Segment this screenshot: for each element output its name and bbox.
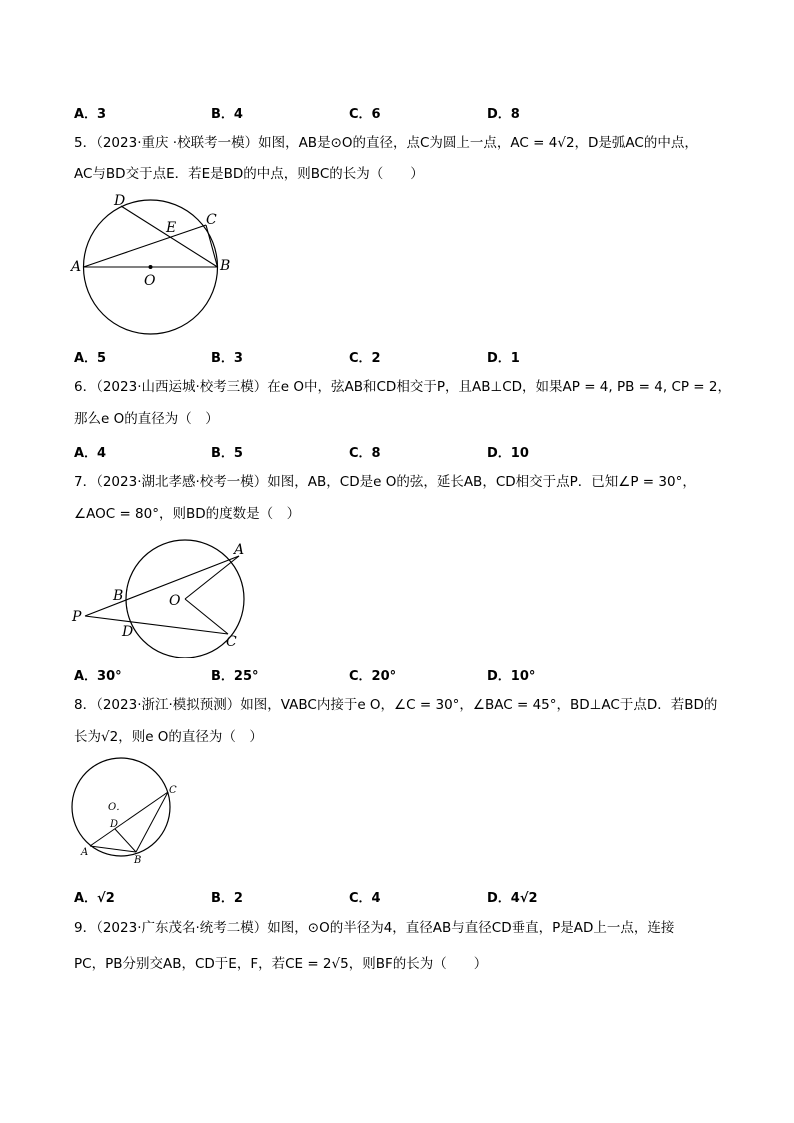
- q5-label-b: B: [220, 258, 231, 274]
- q8-side-bc: [136, 792, 168, 852]
- q7-label-d: D: [122, 624, 134, 640]
- q8-label-d: D: [110, 819, 119, 830]
- q8-option-b: B．2: [211, 891, 243, 906]
- q5-option-d: D．1: [487, 351, 520, 366]
- q6-option-d: D．10: [487, 446, 529, 461]
- q4-option-b: B．4: [211, 107, 243, 122]
- q7-option-c: C．20°: [349, 669, 397, 684]
- q7-option-b: B．25°: [211, 669, 259, 684]
- q8-label-b: B: [134, 855, 142, 866]
- q8-label-o: O．: [108, 802, 127, 813]
- q8-option-a: A．√2: [74, 891, 115, 906]
- q8-option-c: C．4: [349, 891, 381, 906]
- q8-stem-line2: 长为√2，则e O的直径为（ ）: [74, 729, 263, 745]
- q6-option-a: A．4: [74, 446, 107, 461]
- q8-label-a: A: [81, 847, 89, 858]
- q4-option-d: D．8: [487, 107, 520, 122]
- q5-option-c: C．2: [349, 351, 381, 366]
- q5-label-a: A: [71, 259, 82, 275]
- q7-radius-oc: [185, 599, 228, 634]
- q5-figure: [66, 190, 246, 355]
- q5-stem-line2: AC与BD交于点E．若E是BD的中点，则BC的长为（ ）: [74, 166, 424, 182]
- q8-stem-line1: 8．（2023·浙江·模拟预测）如图，VABC内接于e O，∠C = 30°，∠BAC = 45°，BD⊥AC于点D．若BD的: [74, 697, 718, 713]
- q8-altitude-bd: [115, 829, 136, 852]
- q7-line-pa: [85, 556, 239, 616]
- q5-chord-bd: [121, 206, 218, 267]
- q7-figure: [66, 528, 266, 658]
- q7-radius-oa: [185, 556, 239, 599]
- q5-label-c: C: [206, 212, 217, 228]
- q5-option-a: A．5: [74, 351, 107, 366]
- q7-stem-line2: ∠AOC = 80°，则BD的度数是（ ）: [74, 506, 301, 522]
- q7-label-p: P: [72, 609, 82, 625]
- q9-stem-line1: 9．（2023·广东茂名·统考二模）如图，⊙O的半径为4，直径AB与直径CD垂直，P是AD上一点，连接: [74, 920, 675, 936]
- q6-option-b: B．5: [211, 446, 243, 461]
- q7-label-c: C: [226, 634, 237, 650]
- q7-label-o: O: [169, 593, 181, 609]
- q5-center-dot: [149, 265, 153, 269]
- q8-label-c: C: [169, 785, 177, 796]
- q8-option-d: D．4√2: [487, 891, 538, 906]
- q5-label-d: D: [114, 193, 126, 209]
- q9-stem-line2: PC，PB分别交AB，CD于E，F，若CE = 2√5，则BF的长为（ ）: [74, 956, 488, 972]
- q8-figure: [62, 754, 192, 872]
- q7-label-a: A: [234, 542, 245, 558]
- q4-option-a: A．3: [74, 107, 107, 122]
- q7-stem-line1: 7．（2023·湖北孝感·校考一模）如图，AB，CD是e O的弦，延长AB，CD相交于点P．已知∠P = 30°，: [74, 474, 696, 490]
- q7-line-pc: [85, 616, 228, 634]
- q7-label-b: B: [113, 588, 124, 604]
- q4-option-c: C．6: [349, 107, 381, 122]
- q5-option-b: B．3: [211, 351, 243, 366]
- q6-stem-line2: 那么e O的直径为（ ）: [74, 411, 219, 427]
- q6-option-c: C．8: [349, 446, 381, 461]
- q5-label-o: O: [144, 273, 156, 289]
- q6-stem-line1: 6．（2023·山西运城·校考三模）在e O中，弦AB和CD相交于P，且AB⊥CD，如果AP = 4, PB = 4, CP = 2，: [74, 379, 731, 395]
- q7-option-d: D．10°: [487, 669, 536, 684]
- q7-option-a: A．30°: [74, 669, 122, 684]
- q8-side-ac: [90, 792, 168, 846]
- q5-label-e: E: [166, 220, 177, 236]
- q5-stem-line1: 5．（2023·重庆 ·校联考一模）如图，AB是⊙O的直径，点C为圆上一点，AC = 4√2，D是弧AC的中点，: [74, 135, 698, 151]
- q5-chord-ac: [84, 225, 207, 267]
